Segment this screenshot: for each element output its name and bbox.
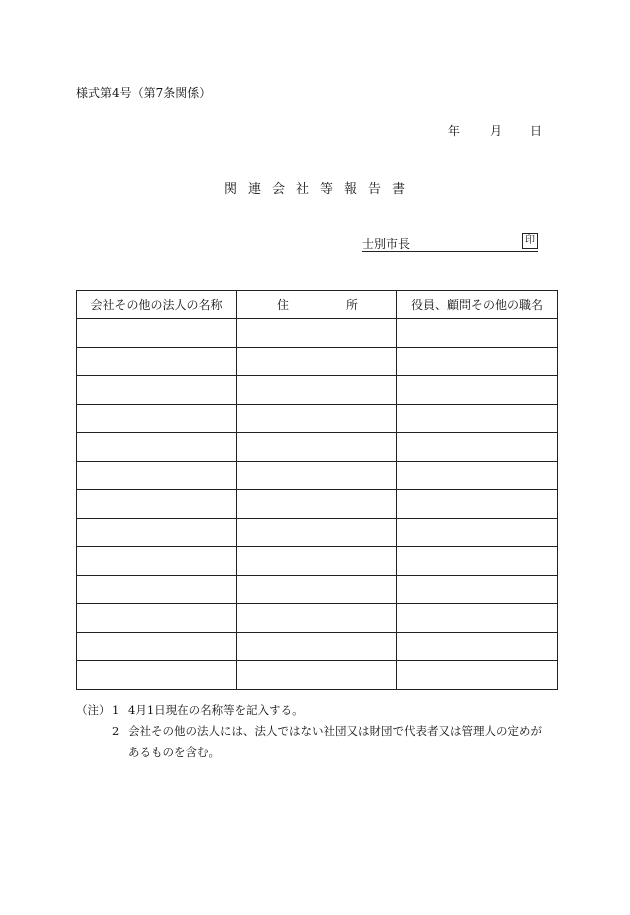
role-cell[interactable] (397, 490, 558, 519)
company-name-cell[interactable] (77, 547, 237, 576)
company-name-cell[interactable] (77, 461, 237, 490)
company-name-cell[interactable] (77, 632, 237, 661)
table-header-row (77, 291, 558, 319)
table-row (77, 518, 558, 547)
document-title: 関連会社等報告書 (223, 182, 416, 197)
company-name-cell[interactable] (77, 604, 237, 633)
table-body (77, 319, 558, 690)
table-row (77, 347, 558, 376)
column-header-role: 役員、顧問その他の職名 (397, 291, 558, 319)
role-cell[interactable] (397, 319, 558, 348)
notes-section (76, 700, 542, 763)
company-name-cell[interactable] (77, 575, 237, 604)
address-cell[interactable] (237, 604, 397, 633)
company-name-cell[interactable] (77, 347, 237, 376)
address-header-right: 所 (345, 298, 358, 312)
table-row (77, 319, 558, 348)
form-number: 様式第4号（第7条関係） (76, 86, 212, 100)
company-name-cell[interactable] (77, 433, 237, 462)
address-cell[interactable] (237, 347, 397, 376)
address-cell[interactable] (237, 518, 397, 547)
address-cell[interactable] (237, 575, 397, 604)
address-cell[interactable] (237, 433, 397, 462)
role-cell[interactable] (397, 604, 558, 633)
role-cell[interactable] (397, 632, 558, 661)
company-name-cell[interactable] (77, 319, 237, 348)
date-month-label: 月 (490, 124, 503, 138)
addressee-name: 士別市長 (362, 237, 411, 251)
table-row (77, 433, 558, 462)
column-header-address (237, 291, 397, 319)
role-cell[interactable] (397, 461, 558, 490)
company-name-cell[interactable] (77, 661, 237, 690)
role-cell[interactable] (397, 404, 558, 433)
note-text: 会社その他の法人には、法人ではない社団又は財団で代表者又は管理人の定めが (128, 724, 542, 738)
seal-mark: 印 (522, 233, 538, 249)
table-row (77, 376, 558, 405)
note-item (76, 700, 542, 721)
note-number: 1 (112, 703, 120, 717)
related-company-table (76, 290, 558, 690)
company-name-cell[interactable] (77, 376, 237, 405)
note-text: 4月1日現在の名称等を記入する。 (128, 703, 304, 717)
company-name-cell[interactable] (77, 404, 237, 433)
role-cell[interactable] (397, 376, 558, 405)
date-day-label: 日 (530, 124, 543, 138)
role-cell[interactable] (397, 518, 558, 547)
date-year-label: 年 (448, 124, 461, 138)
table-row (77, 404, 558, 433)
address-cell[interactable] (237, 632, 397, 661)
role-cell[interactable] (397, 547, 558, 576)
address-cell[interactable] (237, 404, 397, 433)
notes-label: （注） (76, 703, 111, 717)
table-row (77, 461, 558, 490)
date-fields (448, 122, 542, 139)
table-row (77, 661, 558, 690)
address-cell[interactable] (237, 376, 397, 405)
address-cell[interactable] (237, 461, 397, 490)
address-cell[interactable] (237, 547, 397, 576)
company-name-cell[interactable] (77, 490, 237, 519)
address-header-left: 住 (277, 298, 290, 312)
address-cell[interactable] (237, 661, 397, 690)
role-cell[interactable] (397, 575, 558, 604)
role-cell[interactable] (397, 433, 558, 462)
table-row (77, 490, 558, 519)
column-header-company-name: 会社その他の法人の名称 (77, 291, 237, 319)
table-row (77, 604, 558, 633)
address-cell[interactable] (237, 490, 397, 519)
address-cell[interactable] (237, 319, 397, 348)
table-row (77, 632, 558, 661)
table-row (77, 547, 558, 576)
note-continuation: あるものを含む。 (128, 745, 220, 759)
role-cell[interactable] (397, 661, 558, 690)
table-row (77, 575, 558, 604)
note-number: 2 (112, 724, 120, 738)
addressee-line (362, 235, 538, 252)
role-cell[interactable] (397, 347, 558, 376)
note-item (76, 721, 542, 742)
company-name-cell[interactable] (77, 518, 237, 547)
